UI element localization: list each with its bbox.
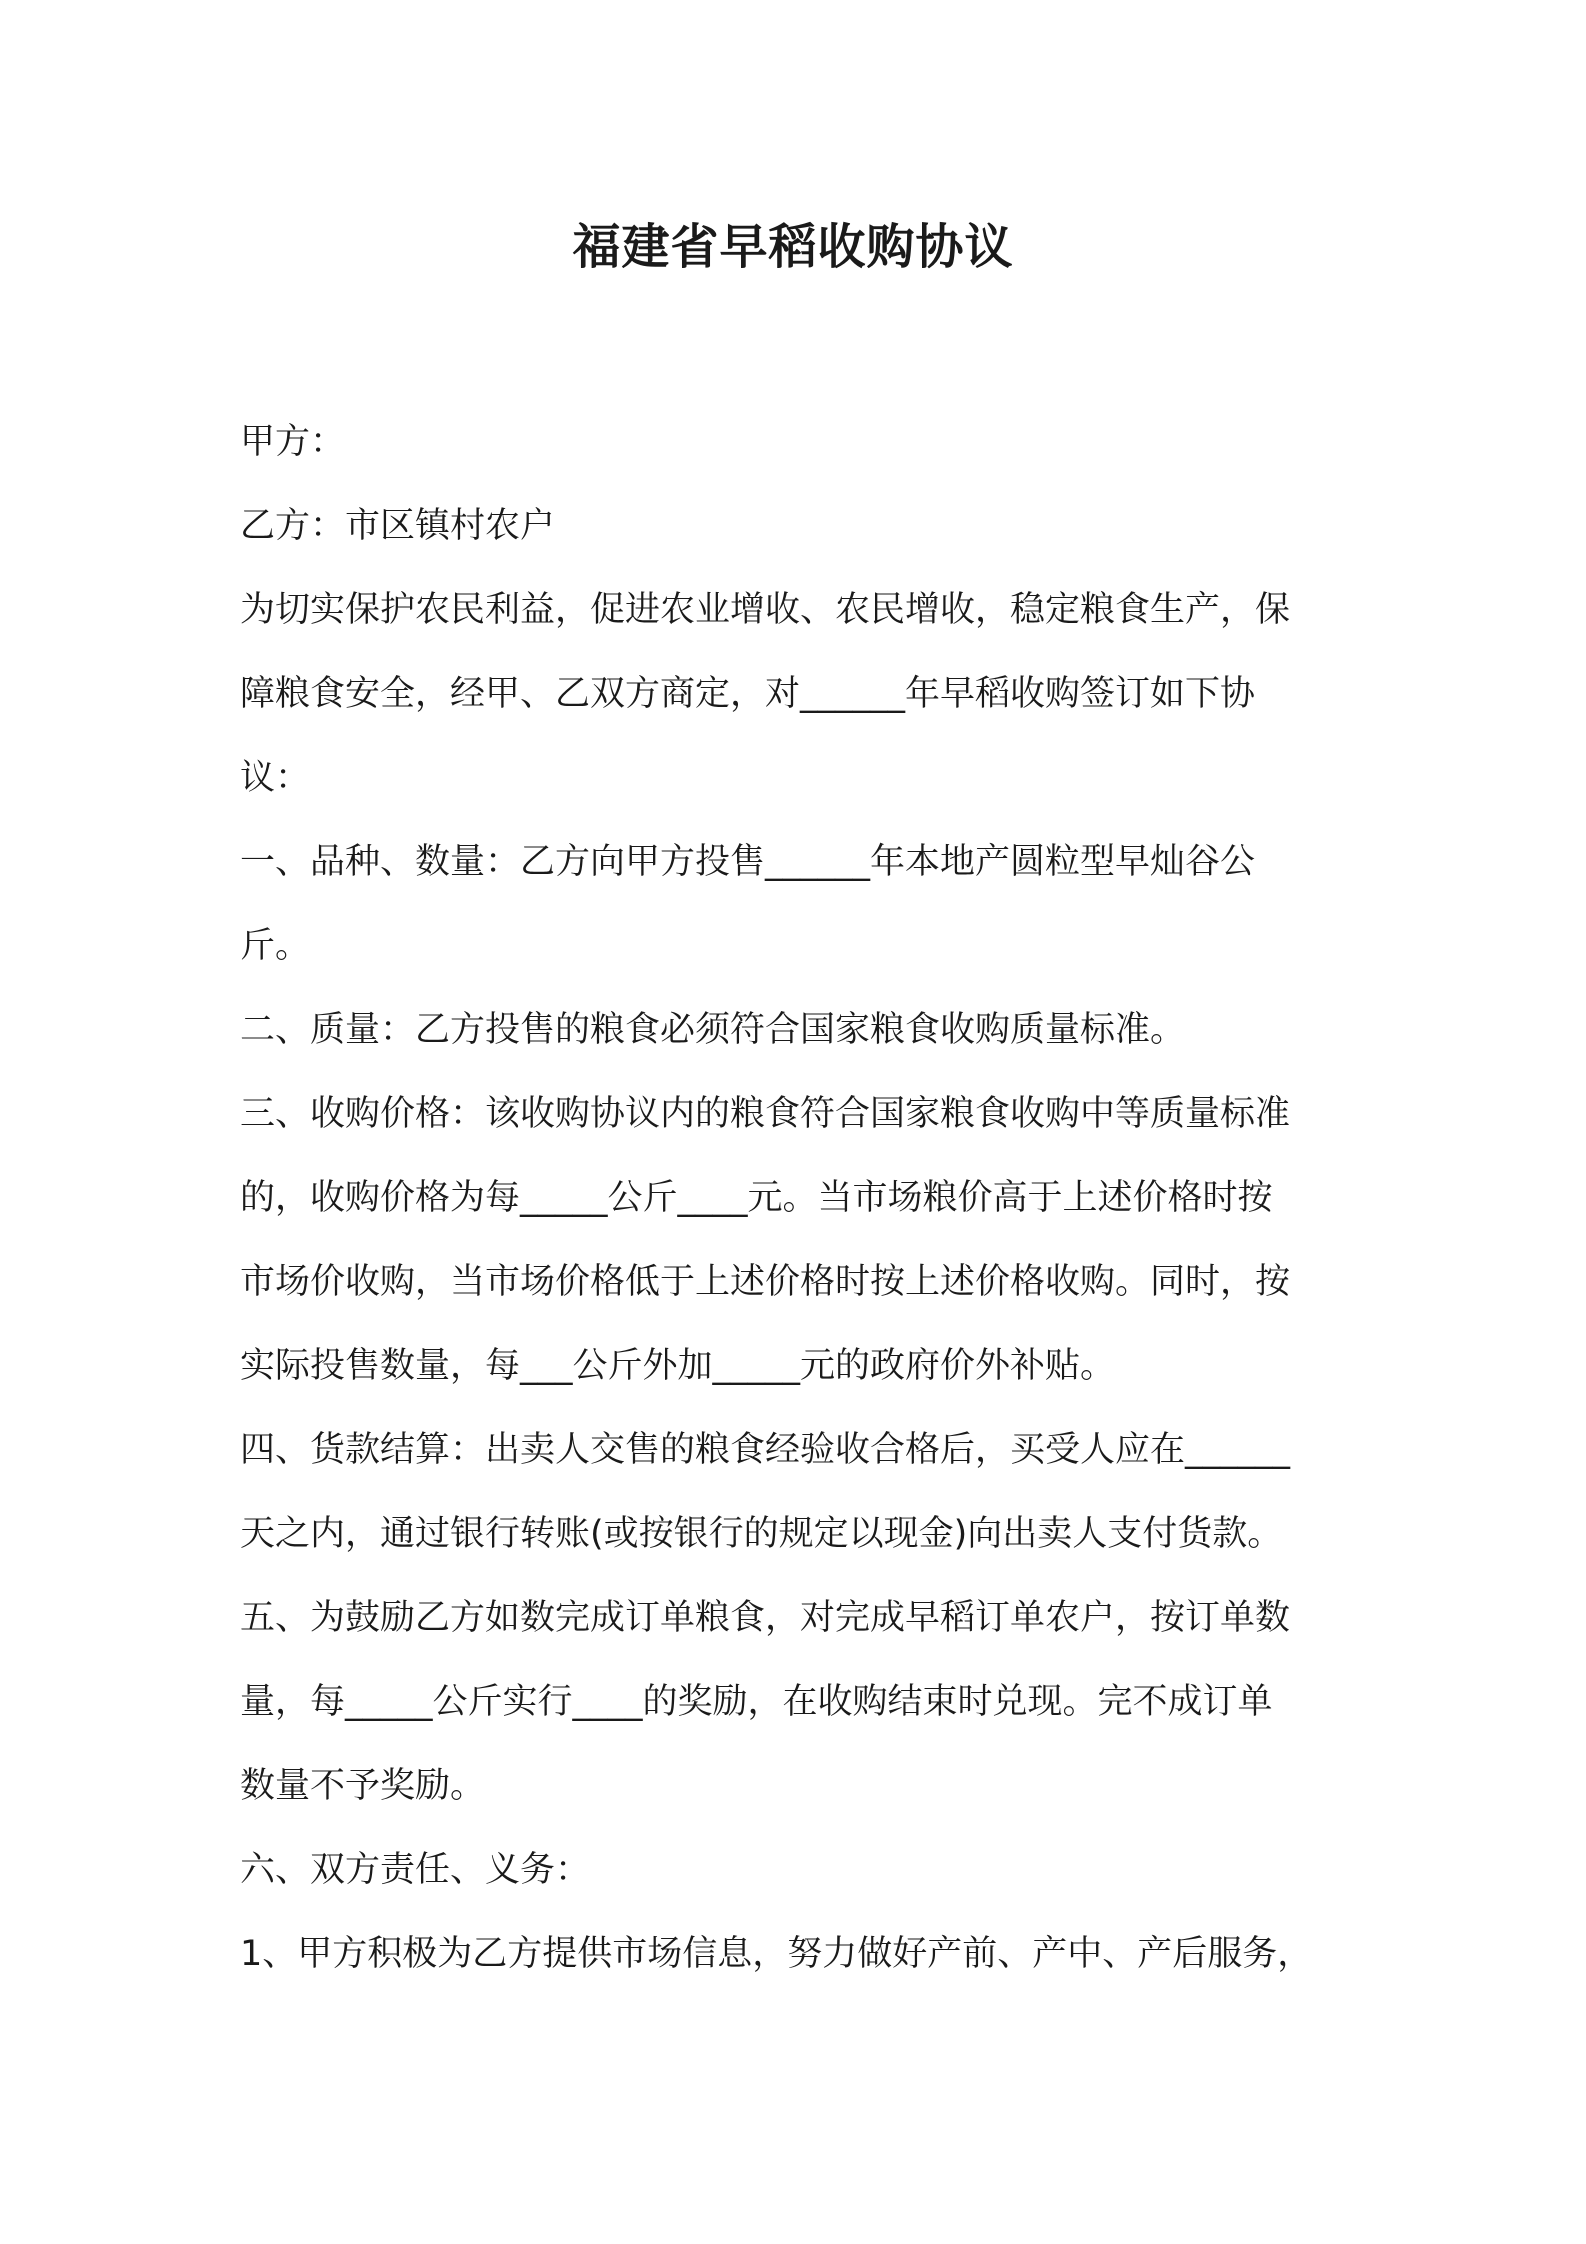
document-title: 福建省早稻收购协议 bbox=[572, 219, 1014, 275]
text-line: 三、收购价格：该收购协议内的粮食符合国家粮食收购中等质量标准 bbox=[240, 1094, 1291, 1134]
text-line: 的，收购价格为每_____公斤____元。当市场粮价高于上述价格时按 bbox=[240, 1178, 1273, 1218]
text-line: 1、甲方积极为乙方提供市场信息，努力做好产前、产中、产后服务， bbox=[240, 1934, 1313, 1974]
text-line: 议： bbox=[240, 758, 311, 798]
text-line: 天之内，通过银行转账(或按银行的规定以现金)向出卖人支付货款。 bbox=[240, 1514, 1283, 1554]
text-line: 六、双方责任、义务： bbox=[240, 1850, 591, 1890]
text-line: 量，每_____公斤实行____的奖励，在收购结束时兑现。完不成订单 bbox=[240, 1682, 1273, 1722]
text-line: 二、质量：乙方投售的粮食必须符合国家粮食收购质量标准。 bbox=[240, 1010, 1186, 1050]
text-line: 甲方： bbox=[240, 422, 346, 462]
text-line: 实际投售数量，每___公斤外加_____元的政府价外补贴。 bbox=[240, 1346, 1116, 1386]
document-body bbox=[240, 400, 1365, 1996]
text-line: 市场价收购，当市场价格低于上述价格时按上述价格收购。同时，按 bbox=[240, 1262, 1291, 1302]
text-line: 五、为鼓励乙方如数完成订单粮食，对完成早稻订单农户，按订单数 bbox=[240, 1598, 1291, 1638]
text-line: 斤。 bbox=[240, 926, 311, 966]
text-line: 障粮食安全，经甲、乙双方商定，对______年早稻收购签订如下协 bbox=[240, 674, 1256, 714]
text-line: 乙方：市区镇村农户 bbox=[240, 506, 556, 546]
text-line: 四、货款结算：出卖人交售的粮食经验收合格后，买受人应在______ bbox=[240, 1430, 1291, 1470]
text-line: 为切实保护农民利益，促进农业增收、农民增收，稳定粮食生产，保 bbox=[240, 590, 1291, 630]
text-line: 数量不予奖励。 bbox=[240, 1766, 486, 1806]
text-line: 一、品种、数量：乙方向甲方投售______年本地产圆粒型早灿谷公 bbox=[240, 842, 1256, 882]
